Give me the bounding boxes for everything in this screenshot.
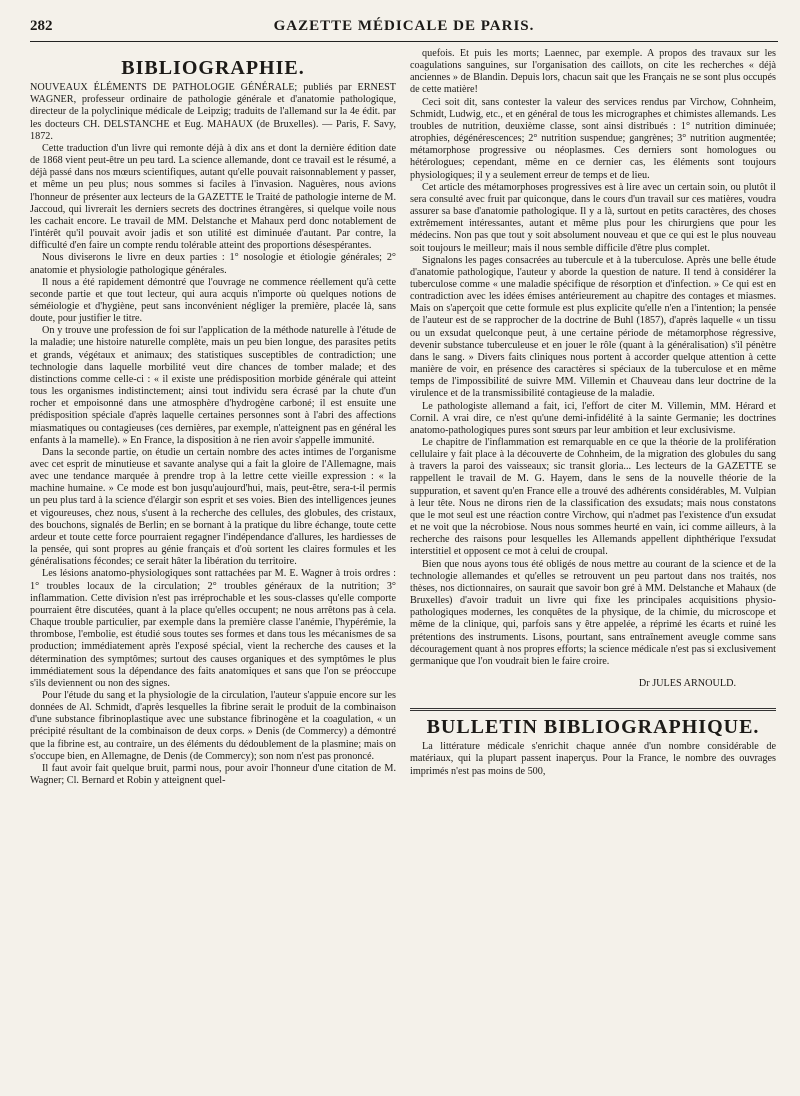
running-title: GAZETTE MÉDICALE DE PARIS. xyxy=(273,18,535,34)
right-paragraphs xyxy=(410,48,776,668)
paragraph: Le chapitre de l'inflammation est remarquable en ce que la théorie de la prolifération cellulaire y fait place à la découverte de Cohnheim, de la migration des globules du sang à travers la paroi des vaisseaux; sic transit gloria... Les lecteurs de la GAZETTE se rappellent le travail de M. G. Hayem, dans le sens de la nouvelle théorie de la suppuration, et savent qu'en France elle a trouvé des adhérents considérables, M. Vulpian à leur tête. Nous ne dirons rien de la classification des exsudats; mais nous constatons que le mot seul est une réaction contre Virchow, qui n'admet pas l'existence d'un exsudat et ne voit que la nécrobiose. Nous nous sommes heurté en vain, ici comme ailleurs, à la recherche des raisons pour lesquelles les Allemands appellent diphthérique l'exsudat interstitiel et opposent ce mot à celui de croupal. xyxy=(410,437,776,558)
paragraph: Pour l'étude du sang et la physiologie de la circulation, l'auteur s'appuie encore sur les données de Al. Schmidt, d'après lesquelles la fibrine serait le produit de la combinaison d'une substance fibrinoplastique avec une substance fibrinogène et la coagulation, « un précipité résultant de la combinaison de deux corps. » Denis (de Commercy) a démontré que la fibrine est, au contraire, un des éléments du dédoublement de la plasmine; mais on s'occupe bien, en Allemagne, de Denis (de Commercy); son nom n'est pas prononcé. xyxy=(30,689,396,762)
page-header xyxy=(30,18,778,42)
right-column xyxy=(410,48,776,1096)
left-paragraphs xyxy=(30,143,396,787)
paragraph: Cette traduction d'un livre qui remonte déjà à dix ans et dont la dernière édition date de 1868 vient peut-être un peu tard. La science allemande, dont ce travail est le résumé, a déjà passé dans nos mœurs scientifiques, autant qu'elle pouvait raisonnablement y passer, et même un peu plus; nous sommes si faciles à l'invasion. Naguères, nous avions l'honneur de présenter aux lecteurs de la GAZETTE le Traité de pathologie interne de M. Jaccoud, qui livrerait les derniers secrets des doctrines étrangères, si quelque voile nous les cachait encore. Le travail de MM. Delstanche et Mahaux perd donc notablement de l'intérêt qu'il pouvait avoir jadis et son utilité est diminuée d'autant. Par contre, la difficulté d'en faire un compte rendu tolérable atteint des proportions désespérantes. xyxy=(30,142,396,252)
paragraph: Ceci soit dit, sans contester la valeur des services rendus par Virchow, Cohnheim, Schmidt, Ludwig, etc., et en général de tous les micrographes et chimistes allemands. Les troubles de nutrition, deuxième classe, sont ainsi distribués : 1° nutrition diminuée; atrophies, dégénérescences; 2° nutrition suspendue; gangrènes; 3° nutrition augmentée; métamorphose progressive ou néoplasmes. Ces derniers sont homologues ou hétérologues; cependant, même en ce dernier cas, les éléments sont toujours physiologiques; il y a seulement erreur de temps et de lieu. xyxy=(410,96,776,181)
paragraph: Dans la seconde partie, on étudie un certain nombre des actes intimes de l'organisme avec cet esprit de minutieuse et savante analyse qui a fait la gloire de l'Allemagne, mais avec une tendance marquée à prendre trop à la lettre cette vieille expression : « la machine humaine. » Ce mode est bon jusqu'aujourd'hui, mais, peut-être, sera-t-il permis un peu plus tard à la science d'élargir son esprit et ses voies. Bien des intelligences jeunes et vigoureuses, chez nous, s'usent à la recherche des cellules, des globules, des cristaux, des bouchons, signalés de Berlin; en se bornant à la pratique du libre échange, toute cette ardeur et toute cette force pourraient regagner l'indépendance d'allures, les hardiesses de la pensée, qui sont propres au génie français et d'où sortent les claires formules et les généralisations fécondes; ce serait hâter la libération du territoire. xyxy=(30,446,396,568)
left-column xyxy=(30,48,396,1096)
two-column-body xyxy=(30,48,778,1096)
paragraph: Bien que nous ayons tous été obligés de nous mettre au courant de la science et de la technologie allemandes et qu'elles se retrouvent un peu partout dans nos traités, nos thèses, nos dictionnaires, on saurait que savoir bon gré à MM. Delstanche et Mahaux (de Bruxelles) d'avoir traduit un livre qui fixe les principales acquisitions physio-pathologiques modernes, les conquêtes de la physique, de la chimie, du microscope et même de la clinique, qui, parfois sans y être appelée, a réprimé les écarts et ruiné les prétentions des instruments. Lisons, pourtant, sans entraînement aveugle comme sans découragement quant à nos propres efforts; la science médicale n'est pas si exclusivement germanique que l'on voudrait bien le faire croire. xyxy=(410,558,776,667)
paragraph: Signalons les pages consacrées au tubercule et à la tuberculose. Après une belle étude d'anatomie pathologique, l'auteur y aborde la question de nature. Il tend à considérer la tuberculose comme « une maladie spécifique de résorption et d'infection. » Ce qui est en contradiction avec les idées émises antérieurement au chapitre des contages et miasmes. Mais on s'aperçoit que cette formule est plus explicite qu'elle n'en a l'intention; la pensée de l'auteur est de se rapprocher de la doctrine de Buhl (1857), d'après laquelle « un tissu ou un exsudat quelconque peut, à une certaine période de métamorphose régressive, devenir substance tuberculeuse et en jouer le rôle (quant à la généralisation) s'il pénètre dans le sang. » Divers faits cliniques nous portent à accorder quelque attention à cette manière de voir, en présence des caractères si spéciaux de la tuberculose et en même temps de l'impossibilité de suivre MM. Villemin et Chauveau dans leur doctrine de la virulence et de la transmissibilité contagieuse de la maladie. xyxy=(410,254,776,400)
paragraph: Les lésions anatomo-physiologiques sont rattachées par M. E. Wagner à trois ordres : 1° troubles locaux de la circulation; 2° troubles généraux de la nutrition; 3° inflammation. Cette division n'est pas irréprochable et les sous-classes qu'elle comporte pourraient être discutées, quant à la place qu'elles occupent; ne nous arrêtons pas à cela. Chaque trouble particulier, par exemple dans la première classe l'anémie, l'hypérémie, la thrombose, l'embolie, est étudié sous toutes ses formes et dans tous les mécanismes de sa production; immédiatement après l'exposé spécial, vient la recherche des causes et la détermination des symptômes; surtout des causes organiques et des symptômes le plus immédiatement sous la dépendance des faits anatomiques et sans que l'on se préoccupe s'ils deviennent ou non des signes. xyxy=(30,568,396,689)
paragraph: Nous diviserons le livre en deux parties : 1° nosologie et étiologie générales; 2° anatomie et physiologie pathologique générales. xyxy=(30,252,396,276)
section-title-bibliographie: BIBLIOGRAPHIE. xyxy=(121,57,305,79)
paragraph: Il nous a été rapidement démontré que l'ouvrage ne commence réellement qu'à cette seconde partie et que tout lecteur, qui aura acquis n'importe où quelques notions de séméiologie et d'hygiène, peut sans inconvénient négliger la première, placée là, sans doute, pour justifier le titre. xyxy=(30,276,396,325)
page-number: 282 xyxy=(30,18,53,34)
author-signature: Dr JULES ARNOULD. xyxy=(638,677,736,689)
paragraph: quefois. Et puis les morts; Laennec, par exemple. A propos des travaux sur les coagulations sanguines, sur l'organisation des caillots, on cite les recherches « déjà anciennes » de Blandin. Depuis lors, chacun sait que les Français ne se sont plus occupés de cette matière! xyxy=(410,48,776,96)
paragraph: Il faut avoir fait quelque bruit, parmi nous, pour avoir l'honneur d'une citation de M. Wagner; Cl. Bernard et Robin y atteignent quel- xyxy=(30,762,396,787)
bulletin-paragraph: La littérature médicale s'enrichit chaque année d'un nombre considérable de matériaux, qui la plupart passent inaperçus. Pour la France, le nombre des ouvrages imprimés n'est pas moins de 500, xyxy=(410,741,776,777)
section-title-bulletin: BULLETIN BIBLIOGRAPHIQUE. xyxy=(426,716,760,739)
paragraph: On y trouve une profession de foi sur l'application de la méthode naturelle à l'étude de la maladie; une histoire naturelle complète, mais un peu bien longue, des parasites petits et grands, végétaux et animaux; des statistiques susceptibles de contradiction; une technologie dans laquelle morbilité veut dire chances de tomber malade; et des distinctions comme celle-ci : « il existe une prédisposition morbide générale qui atteint tous les organismes indistinctement; ainsi tout individu sera écrasé par la chute d'un rocher et empoisonné dans une atmosphère d'hydrogène carboné; il est ensuite une prédisposition spéciale d'après laquelle certaines personnes sont à l'abri des affections miasmatiques ou contagieuses (ces dernières, par exemple, n'atteignent pas en général les enfants à la mamelle). » En France, la disposition à ne rien avoir s'appelle immunité. xyxy=(30,325,396,446)
paragraph: Cet article des métamorphoses progressives est à lire avec un certain soin, ou plutôt il sera consulté avec fruit par quiconque, dans le cours d'un travail sur ces matières, voudra assurer sa base d'anatomie pathologique. Il y a là, surtout en petits caractères, des choses extrêmement intéressantes, autant et même plus pour les chirurgiens que pour les médecins. Non pas que tout y soit absolument nouveau et que ce qui est le plus nouveau soit toujours le meilleur; mais il nous semble difficile d'être plus complet. xyxy=(410,181,776,254)
paragraph: Le pathologiste allemand a fait, ici, l'effort de citer M. Villemin, MM. Hérard et Cornil. A vrai dire, ce n'est qu'une demi-infidélité à la sainte Germanie; les doctrines anatomo-pathologiques pures sont sœurs par leur ambition et leur exclusivisme. xyxy=(410,400,776,436)
section-divider xyxy=(410,708,776,711)
book-notice: NOUVEAUX ÉLÉMENTS DE PATHOLOGIE GÉNÉRALE; publiés par ERNEST WAGNER, professeur ordinaire de pathologie générale et d'anatomie pathologique, directeur de la polyclinique médicale de Leipzig; traduits de l'allemand sur la 4e édit. par les docteurs CH. DELSTANCHE et Eug. MAHAUX (de Bruxelles). — Paris, F. Savy, 1872. xyxy=(30,82,396,142)
